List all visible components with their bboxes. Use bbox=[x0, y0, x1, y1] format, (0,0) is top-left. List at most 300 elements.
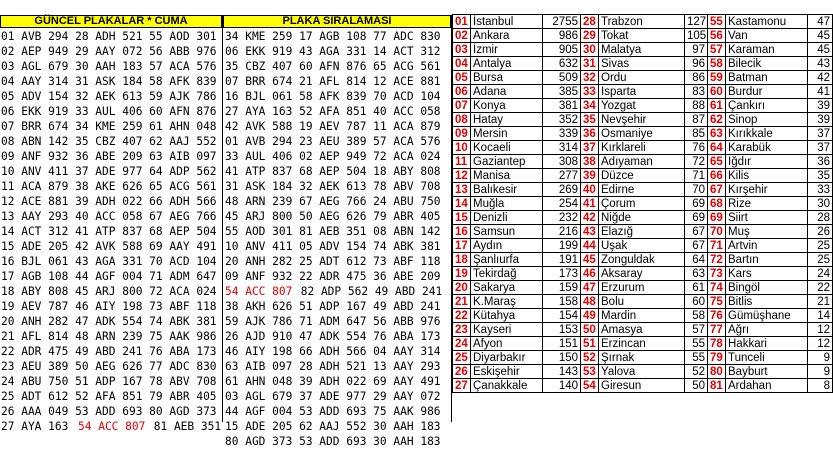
sorted-plate-row: 59 AJK 786 71 ADM 647 56 ABB 976 bbox=[225, 315, 441, 328]
city-name: Muş bbox=[726, 225, 808, 239]
rank-number: 69 bbox=[708, 211, 726, 225]
plate-count: 986 bbox=[543, 29, 581, 43]
plate-row: 20 ANH 282 47 ADK 554 74 ABK 381 bbox=[1, 315, 217, 328]
ranking-row bbox=[453, 365, 833, 379]
rank-number: 66 bbox=[708, 169, 726, 183]
city-name: Mardin bbox=[599, 309, 685, 323]
rank-number: 35 bbox=[581, 113, 599, 127]
rank-number: 23 bbox=[453, 323, 471, 337]
rank-number: 14 bbox=[453, 197, 471, 211]
sorted-plate-row: 33 AUL 406 02 AEP 949 72 ACA 024 bbox=[225, 150, 441, 163]
city-ranking-table bbox=[452, 14, 833, 393]
sorted-plate-row: 44 AGF 004 53 ADD 693 75 AAK 986 bbox=[225, 405, 441, 418]
plate-count: 86 bbox=[685, 71, 708, 85]
rank-number: 24 bbox=[453, 337, 471, 351]
rank-number: 11 bbox=[453, 155, 471, 169]
plate-count: 96 bbox=[685, 57, 708, 71]
city-name: Adana bbox=[471, 85, 543, 99]
sorted-plate-row: 48 ARN 239 67 AEG 766 24 ABU 750 bbox=[225, 195, 441, 208]
ranking-row bbox=[453, 197, 833, 211]
plate-count: 52 bbox=[685, 365, 708, 379]
plate-count: 385 bbox=[543, 85, 581, 99]
ranking-row bbox=[453, 127, 833, 141]
city-name: Kars bbox=[726, 267, 808, 281]
city-name: Malatya bbox=[599, 43, 685, 57]
sorted-plate-row: 42 AVK 588 19 AEV 787 11 ACA 879 bbox=[225, 120, 441, 133]
ranking-row bbox=[453, 225, 833, 239]
plate-row-tail: 82 ADP 562 49 ABD 241 bbox=[294, 285, 443, 298]
city-name: Hatay bbox=[471, 113, 543, 127]
plate-row: 04 AAY 314 31 ASK 184 58 AFK 839 bbox=[1, 75, 217, 88]
plate-count: 47 bbox=[808, 15, 833, 29]
city-name: Çorum bbox=[599, 197, 685, 211]
rank-number: 39 bbox=[581, 169, 599, 183]
sorted-plate-row: 03 AGL 679 37 ADE 977 29 AAY 072 bbox=[225, 390, 441, 403]
city-name: Uşak bbox=[599, 239, 685, 253]
plate-row: 13 AAY 293 40 ACC 058 67 AEG 766 bbox=[1, 210, 217, 223]
rank-number: 22 bbox=[453, 309, 471, 323]
city-name: Samsun bbox=[471, 225, 543, 239]
plate-count: 26 bbox=[808, 225, 833, 239]
plate-count: 232 bbox=[543, 211, 581, 225]
city-name: Muğla bbox=[471, 197, 543, 211]
plate-count: 60 bbox=[685, 295, 708, 309]
plate-row: 01 AVB 294 28 ADH 521 55 AOD 301 bbox=[1, 30, 217, 43]
plate-count: 33 bbox=[808, 183, 833, 197]
rank-number: 42 bbox=[581, 211, 599, 225]
city-name: Bayburt bbox=[726, 365, 808, 379]
rank-number: 80 bbox=[708, 365, 726, 379]
city-name: Düzce bbox=[599, 169, 685, 183]
plate-count: 61 bbox=[685, 281, 708, 295]
city-name: İzmir bbox=[471, 43, 543, 57]
plate-row: 06 EKK 919 33 AUL 406 60 AFN 876 bbox=[1, 105, 217, 118]
sorted-plate-row: 61 AHN 048 39 ADH 022 69 AAY 491 bbox=[225, 375, 441, 388]
plate-count: 21 bbox=[808, 295, 833, 309]
city-name: İstanbul bbox=[471, 15, 543, 29]
rank-number: 10 bbox=[453, 141, 471, 155]
rank-number: 49 bbox=[581, 309, 599, 323]
plate-count: 25 bbox=[808, 239, 833, 253]
plate-count: 39 bbox=[808, 99, 833, 113]
city-name: Afyon bbox=[471, 337, 543, 351]
city-name: Giresun bbox=[599, 379, 685, 393]
ranking-row bbox=[453, 43, 833, 57]
city-name: Karabük bbox=[726, 141, 808, 155]
city-name: Çankırı bbox=[726, 99, 808, 113]
plate-count: 140 bbox=[543, 379, 581, 393]
city-name: Diyarbakır bbox=[471, 351, 543, 365]
rank-number: 71 bbox=[708, 239, 726, 253]
rank-number: 29 bbox=[581, 29, 599, 43]
sorted-plate-row: 55 AOD 301 81 AEB 351 08 ABN 142 bbox=[225, 225, 441, 238]
plate-count: 50 bbox=[685, 379, 708, 393]
ranking-row bbox=[453, 113, 833, 127]
plate-count: 37 bbox=[808, 127, 833, 141]
city-name: Ordu bbox=[599, 71, 685, 85]
ranking-row bbox=[453, 253, 833, 267]
city-name: Kastamonu bbox=[726, 15, 808, 29]
rank-number: 73 bbox=[708, 267, 726, 281]
city-name: Denizli bbox=[471, 211, 543, 225]
rank-number: 44 bbox=[581, 239, 599, 253]
city-name: Edirne bbox=[599, 183, 685, 197]
city-name: Eskişehir bbox=[471, 365, 543, 379]
sorted-plate-row: 46 AIY 198 66 ADH 566 04 AAY 314 bbox=[225, 345, 441, 358]
ranking-row bbox=[453, 309, 833, 323]
plate-row: 03 AGL 679 30 AAH 183 57 ACA 576 bbox=[1, 60, 217, 73]
ranking-row bbox=[453, 351, 833, 365]
city-name: Bilecik bbox=[726, 57, 808, 71]
city-name: Elazığ bbox=[599, 225, 685, 239]
city-name: Erzurum bbox=[599, 281, 685, 295]
rank-number: 70 bbox=[708, 225, 726, 239]
plate-count: 173 bbox=[543, 267, 581, 281]
rank-number: 25 bbox=[453, 351, 471, 365]
rank-number: 63 bbox=[708, 127, 726, 141]
plate-count: 22 bbox=[808, 281, 833, 295]
sorted-plate-row: 31 ASK 184 32 AEK 613 78 ABV 708 bbox=[225, 180, 441, 193]
rank-number: 12 bbox=[453, 169, 471, 183]
plate-row: 23 AEU 389 50 AEG 626 77 ADC 830 bbox=[1, 360, 217, 373]
ranking-row bbox=[453, 155, 833, 169]
rank-number: 75 bbox=[708, 295, 726, 309]
city-name: Zonguldak bbox=[599, 253, 685, 267]
rank-number: 53 bbox=[581, 365, 599, 379]
sorted-plate-row: 10 ANV 411 05 ADV 154 74 ABK 381 bbox=[225, 240, 441, 253]
plate-count: 14 bbox=[808, 309, 833, 323]
city-name: Balıkesir bbox=[471, 183, 543, 197]
plate-count: 277 bbox=[543, 169, 581, 183]
rank-number: 34 bbox=[581, 99, 599, 113]
plate-count: 9 bbox=[808, 351, 833, 365]
plate-highlight: 54 ACC 807 bbox=[78, 420, 146, 433]
plate-count: 43 bbox=[808, 57, 833, 71]
city-name: Erzincan bbox=[599, 337, 685, 351]
plate-count: 154 bbox=[543, 309, 581, 323]
rank-number: 19 bbox=[453, 267, 471, 281]
plate-count: 159 bbox=[543, 281, 581, 295]
city-name: Gümüşhane bbox=[726, 309, 808, 323]
header-current-plates: GÜNCEL PLAKALAR * CUMA bbox=[0, 15, 222, 28]
plate-row: 16 BJL 061 43 AGA 331 70 ACD 104 bbox=[1, 255, 217, 268]
city-name: Adıyaman bbox=[599, 155, 685, 169]
plate-row: 11 ACA 879 38 AKE 626 65 ACG 561 bbox=[1, 180, 217, 193]
plate-count: 63 bbox=[685, 267, 708, 281]
plate-row: 24 ABU 750 51 ADP 167 78 ABV 708 bbox=[1, 375, 217, 388]
rank-number: 01 bbox=[453, 15, 471, 29]
plate-count: 9 bbox=[808, 365, 833, 379]
sorted-plate-row: 27 AYA 163 52 AFA 851 40 ACC 058 bbox=[225, 105, 441, 118]
rank-number: 08 bbox=[453, 113, 471, 127]
ranking-row bbox=[453, 379, 833, 393]
city-name: Van bbox=[726, 29, 808, 43]
plate-count: 70 bbox=[685, 183, 708, 197]
city-name: Sivas bbox=[599, 57, 685, 71]
plate-count: 83 bbox=[685, 85, 708, 99]
rank-number: 02 bbox=[453, 29, 471, 43]
sorted-plate-row: 38 AKH 626 51 ADP 167 49 ABD 241 bbox=[225, 300, 441, 313]
plate-count: 76 bbox=[685, 141, 708, 155]
rank-number: 68 bbox=[708, 197, 726, 211]
ranking-row bbox=[453, 141, 833, 155]
plate-count: 2755 bbox=[543, 15, 581, 29]
plate-count: 632 bbox=[543, 57, 581, 71]
rank-number: 07 bbox=[453, 99, 471, 113]
plate-count: 69 bbox=[685, 211, 708, 225]
rank-number: 56 bbox=[708, 29, 726, 43]
rank-number: 31 bbox=[581, 57, 599, 71]
plate-count: 72 bbox=[685, 155, 708, 169]
plate-row: 19 AEV 787 46 AIY 198 73 ABF 118 bbox=[1, 300, 217, 313]
rank-number: 48 bbox=[581, 295, 599, 309]
city-name: Osmaniye bbox=[599, 127, 685, 141]
plate-count: 64 bbox=[685, 253, 708, 267]
rank-number: 72 bbox=[708, 253, 726, 267]
city-name: Bitlis bbox=[726, 295, 808, 309]
plate-count: 69 bbox=[685, 197, 708, 211]
plate-count: 87 bbox=[685, 113, 708, 127]
city-name: Gaziantep bbox=[471, 155, 543, 169]
rank-number: 16 bbox=[453, 225, 471, 239]
rank-number: 57 bbox=[708, 43, 726, 57]
city-name: Niğde bbox=[599, 211, 685, 225]
plate-count: 12 bbox=[808, 323, 833, 337]
plate-count: 97 bbox=[685, 43, 708, 57]
plate-count: 58 bbox=[685, 309, 708, 323]
plate-count: 339 bbox=[543, 127, 581, 141]
city-name: Nevşehir bbox=[599, 113, 685, 127]
rank-number: 05 bbox=[453, 71, 471, 85]
rank-number: 41 bbox=[581, 197, 599, 211]
plate-count: 24 bbox=[808, 267, 833, 281]
rank-number: 06 bbox=[453, 85, 471, 99]
ranking-row bbox=[453, 15, 833, 29]
ranking-row bbox=[453, 323, 833, 337]
city-name: Kırklareli bbox=[599, 141, 685, 155]
plate-count: 216 bbox=[543, 225, 581, 239]
plate-count: 8 bbox=[808, 379, 833, 393]
plate-row: 18 ABY 808 45 ARJ 800 72 ACA 024 bbox=[1, 285, 217, 298]
plate-count: 85 bbox=[685, 127, 708, 141]
ranking-row bbox=[453, 267, 833, 281]
plate-count: 905 bbox=[543, 43, 581, 57]
plate-count: 55 bbox=[685, 337, 708, 351]
column-divider bbox=[222, 15, 223, 422]
rank-number: 40 bbox=[581, 183, 599, 197]
plate-row: 09 ANF 932 36 ABE 209 63 AIB 097 bbox=[1, 150, 217, 163]
city-name: Kırıkkale bbox=[726, 127, 808, 141]
city-name: Bolu bbox=[599, 295, 685, 309]
plate-row: 02 AEP 949 29 AAY 072 56 ABB 976 bbox=[1, 45, 217, 58]
plate-count: 105 bbox=[685, 29, 708, 43]
plate-row: 14 ACT 312 41 ATP 837 68 AEP 504 bbox=[1, 225, 217, 238]
plate-row: 07 BRR 674 34 KME 259 61 AHN 048 bbox=[1, 120, 217, 133]
rank-number: 43 bbox=[581, 225, 599, 239]
rank-number: 51 bbox=[581, 337, 599, 351]
rank-number: 78 bbox=[708, 337, 726, 351]
plate-count: 352 bbox=[543, 113, 581, 127]
sorted-plate-row: 16 BJL 061 58 AFK 839 70 ACD 104 bbox=[225, 90, 441, 103]
plate-row: 15 ADE 205 42 AVK 588 69 AAY 491 bbox=[1, 240, 217, 253]
city-name: Bartın bbox=[726, 253, 808, 267]
city-name: Ankara bbox=[471, 29, 543, 43]
sorted-plate-row: 63 AIB 097 28 ADH 521 13 AAY 293 bbox=[225, 360, 441, 373]
city-name: Siirt bbox=[726, 211, 808, 225]
city-name: Manisa bbox=[471, 169, 543, 183]
rank-number: 45 bbox=[581, 253, 599, 267]
ranking-row bbox=[453, 85, 833, 99]
plate-count: 269 bbox=[543, 183, 581, 197]
rank-number: 26 bbox=[453, 365, 471, 379]
city-name: Rize bbox=[726, 197, 808, 211]
city-name: Kırşehir bbox=[726, 183, 808, 197]
city-name: Tunceli bbox=[726, 351, 808, 365]
plate-row: 21 AFL 814 48 ARN 239 75 AAK 986 bbox=[1, 330, 217, 343]
city-name: Tekirdağ bbox=[471, 267, 543, 281]
plate-row: 08 ABN 142 35 CBZ 407 62 AAJ 552 bbox=[1, 135, 217, 148]
plate-row: 10 ANV 411 37 ADE 977 64 ADP 562 bbox=[1, 165, 217, 178]
plate-count: 254 bbox=[543, 197, 581, 211]
plate-row: 27 AYA 163 bbox=[1, 420, 76, 433]
plate-count: 150 bbox=[543, 351, 581, 365]
city-name: Iğdır bbox=[726, 155, 808, 169]
plate-highlight: 54 ACC 807 bbox=[225, 285, 293, 298]
rank-number: 81 bbox=[708, 379, 726, 393]
rank-number: 65 bbox=[708, 155, 726, 169]
plate-count: 67 bbox=[685, 239, 708, 253]
city-name: Karaman bbox=[726, 43, 808, 57]
city-name: Bursa bbox=[471, 71, 543, 85]
plate-count: 30 bbox=[808, 197, 833, 211]
city-name: Aydın bbox=[471, 239, 543, 253]
rank-number: 62 bbox=[708, 113, 726, 127]
city-name: Sinop bbox=[726, 113, 808, 127]
plate-count: 199 bbox=[543, 239, 581, 253]
rank-number: 54 bbox=[581, 379, 599, 393]
plate-count: 127 bbox=[685, 15, 708, 29]
plate-count: 45 bbox=[808, 29, 833, 43]
plate-count: 143 bbox=[543, 365, 581, 379]
city-name: K.Maraş bbox=[471, 295, 543, 309]
city-name: Isparta bbox=[599, 85, 685, 99]
plate-row-tail: 81 AEB 351 bbox=[147, 420, 222, 433]
sorted-plate-row: 01 AVB 294 23 AEU 389 57 ACA 576 bbox=[225, 135, 441, 148]
plate-count: 37 bbox=[808, 141, 833, 155]
plate-count: 191 bbox=[543, 253, 581, 267]
plate-count: 158 bbox=[543, 295, 581, 309]
plate-count: 308 bbox=[543, 155, 581, 169]
plate-count: 71 bbox=[685, 169, 708, 183]
city-name: Antalya bbox=[471, 57, 543, 71]
rank-number: 09 bbox=[453, 127, 471, 141]
ranking-row bbox=[453, 57, 833, 71]
plate-count: 39 bbox=[808, 113, 833, 127]
city-name: Sakarya bbox=[471, 281, 543, 295]
city-name: Ardahan bbox=[726, 379, 808, 393]
plate-count: 57 bbox=[685, 323, 708, 337]
city-name: Kilis bbox=[726, 169, 808, 183]
city-name: Hakkari bbox=[726, 337, 808, 351]
plate-count: 36 bbox=[808, 155, 833, 169]
city-name: Aksaray bbox=[599, 267, 685, 281]
rank-number: 58 bbox=[708, 57, 726, 71]
rank-number: 52 bbox=[581, 351, 599, 365]
plate-count: 28 bbox=[808, 211, 833, 225]
ranking-row bbox=[453, 239, 833, 253]
city-name: Amasya bbox=[599, 323, 685, 337]
plate-count: 381 bbox=[543, 99, 581, 113]
sorted-plate-row: 06 EKK 919 43 AGA 331 14 ACT 312 bbox=[225, 45, 441, 58]
city-name: Konya bbox=[471, 99, 543, 113]
city-name: Bingöl bbox=[726, 281, 808, 295]
ranking-row bbox=[453, 29, 833, 43]
sorted-plate-row: 07 BRR 674 21 AFL 814 12 ACE 881 bbox=[225, 75, 441, 88]
plate-row: 25 ADT 612 52 AFA 851 79 ABR 405 bbox=[1, 390, 217, 403]
plate-count: 153 bbox=[543, 323, 581, 337]
rank-number: 15 bbox=[453, 211, 471, 225]
rank-number: 04 bbox=[453, 57, 471, 71]
sorted-plate-row: 35 CBZ 407 60 AFN 876 65 ACG 561 bbox=[225, 60, 441, 73]
plate-row: 17 AGB 108 44 AGF 004 71 ADM 647 bbox=[1, 270, 217, 283]
header-plate-ranking: PLAKA SIRALAMASI bbox=[223, 15, 451, 28]
city-name: Burdur bbox=[726, 85, 808, 99]
rank-number: 77 bbox=[708, 323, 726, 337]
city-name: Kocaeli bbox=[471, 141, 543, 155]
rank-number: 55 bbox=[708, 15, 726, 29]
city-name: Trabzon bbox=[599, 15, 685, 29]
plate-count: 12 bbox=[808, 337, 833, 351]
rank-number: 59 bbox=[708, 71, 726, 85]
plate-count: 42 bbox=[808, 71, 833, 85]
ranking-row bbox=[453, 211, 833, 225]
plate-count: 55 bbox=[685, 351, 708, 365]
city-name: Kayseri bbox=[471, 323, 543, 337]
plate-count: 35 bbox=[808, 169, 833, 183]
rank-number: 30 bbox=[581, 43, 599, 57]
plate-count: 67 bbox=[685, 225, 708, 239]
rank-number: 74 bbox=[708, 281, 726, 295]
city-name: Mersin bbox=[471, 127, 543, 141]
sorted-plate-row: 15 ADE 205 62 AAJ 552 30 AAH 183 bbox=[225, 420, 441, 433]
rank-number: 60 bbox=[708, 85, 726, 99]
ranking-row bbox=[453, 169, 833, 183]
plate-row: 12 ACE 881 39 ADH 022 66 ADH 566 bbox=[1, 195, 217, 208]
plate-count: 314 bbox=[543, 141, 581, 155]
plate-count: 41 bbox=[808, 85, 833, 99]
rank-number: 13 bbox=[453, 183, 471, 197]
city-name: Ağrı bbox=[726, 323, 808, 337]
city-name: Şanlıurfa bbox=[471, 253, 543, 267]
rank-number: 33 bbox=[581, 85, 599, 99]
sorted-plate-row: 20 ANH 282 25 ADT 612 73 ABF 118 bbox=[225, 255, 441, 268]
ranking-row bbox=[453, 295, 833, 309]
city-name: Tokat bbox=[599, 29, 685, 43]
sorted-plate-row: 09 ANF 932 22 ADR 475 36 ABE 209 bbox=[225, 270, 441, 283]
ranking-row bbox=[453, 337, 833, 351]
sorted-plate-row: 34 KME 259 17 AGB 108 77 ADC 830 bbox=[225, 30, 441, 43]
plate-count: 151 bbox=[543, 337, 581, 351]
rank-number: 18 bbox=[453, 253, 471, 267]
rank-number: 67 bbox=[708, 183, 726, 197]
ranking-row bbox=[453, 71, 833, 85]
ranking-row bbox=[453, 281, 833, 295]
sorted-plate-row: 41 ATP 837 68 AEP 504 18 ABY 808 bbox=[225, 165, 441, 178]
plate-row: 05 ADV 154 32 AEK 613 59 AJK 786 bbox=[1, 90, 217, 103]
sorted-plate-row: 80 AGD 373 53 ADD 693 30 AAH 183 bbox=[225, 435, 441, 448]
city-name: Şırnak bbox=[599, 351, 685, 365]
city-name: Yalova bbox=[599, 365, 685, 379]
